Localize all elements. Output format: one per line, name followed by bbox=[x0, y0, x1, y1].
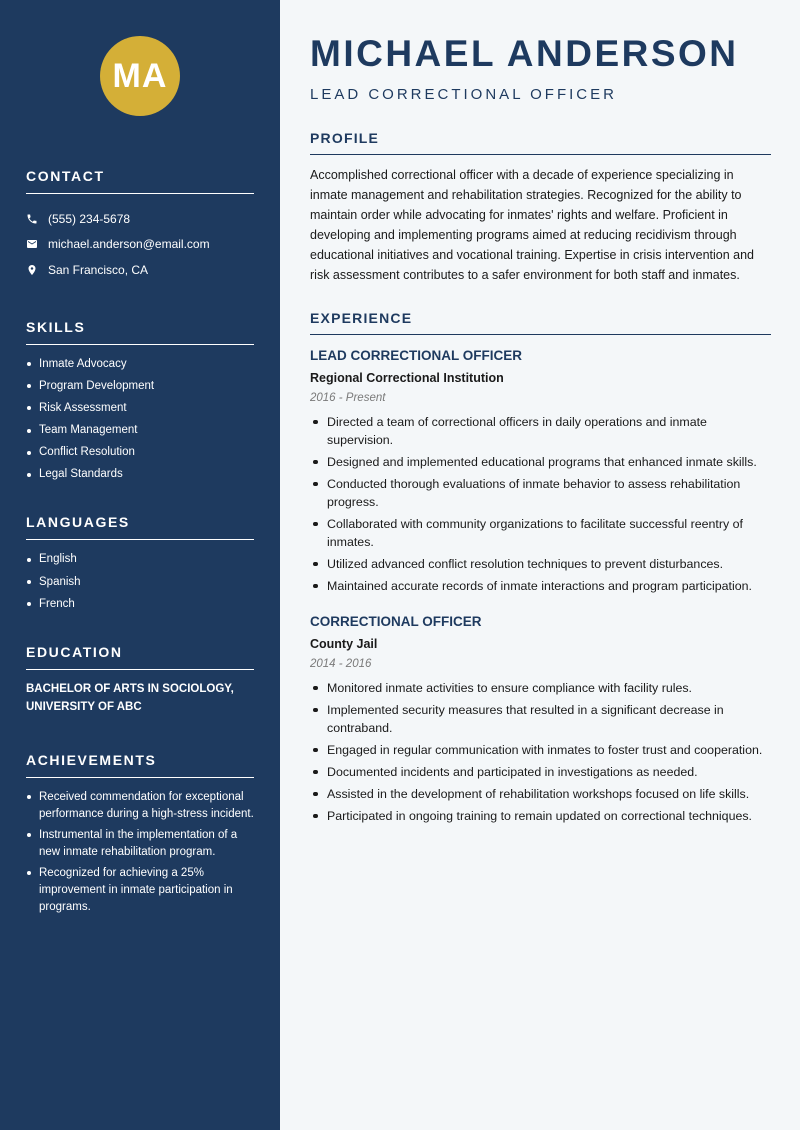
achievements-list bbox=[26, 789, 254, 916]
list-item: Received commendation for exceptional performance during a high-stress incident. bbox=[26, 789, 254, 823]
job-duties bbox=[310, 679, 771, 825]
education-heading: EDUCATION bbox=[26, 644, 254, 670]
job-title: LEAD CORRECTIONAL OFFICER bbox=[310, 347, 522, 363]
achievements-section bbox=[26, 752, 254, 916]
candidate-role: LEAD CORRECTIONAL OFFICER bbox=[310, 86, 617, 103]
profile-heading: PROFILE bbox=[310, 130, 771, 155]
main-content bbox=[280, 0, 800, 1130]
contact-phone bbox=[26, 206, 254, 232]
job-dates: 2014 - 2016 bbox=[310, 657, 372, 670]
job-employer: Regional Correctional Institution bbox=[310, 370, 504, 385]
phone-text: (555) 234-5678 bbox=[48, 211, 131, 226]
phone-icon bbox=[26, 213, 48, 225]
list-item: French bbox=[26, 596, 254, 613]
location-text: San Francisco, CA bbox=[48, 262, 149, 277]
list-item: Assisted in the development of rehabilitation workshops focused on life skills. bbox=[310, 785, 771, 803]
avatar: MA bbox=[100, 36, 180, 116]
list-item: Designed and implemented educational programs that enhanced inmate skills. bbox=[310, 453, 771, 471]
job-entry bbox=[310, 348, 771, 595]
job-employer: County Jail bbox=[310, 636, 378, 651]
list-item: Directed a team of correctional officers in daily operations and inmate supervision. bbox=[310, 413, 771, 449]
job-dates: 2016 - Present bbox=[310, 391, 386, 404]
email-text: michael.anderson@email.com bbox=[48, 237, 210, 252]
candidate-name: MICHAEL ANDERSON bbox=[310, 33, 739, 74]
list-item: Inmate Advocacy bbox=[26, 356, 254, 373]
skills-heading: SKILLS bbox=[26, 319, 254, 345]
list-item: Conflict Resolution bbox=[26, 444, 254, 461]
email-icon bbox=[26, 238, 48, 250]
list-item: Instrumental in the implementation of a new inmate rehabilitation program. bbox=[26, 827, 254, 861]
job-entry bbox=[310, 614, 771, 825]
languages-list bbox=[26, 551, 254, 612]
list-item: Maintained accurate records of inmate interactions and program participation. bbox=[310, 577, 771, 595]
list-item: Risk Assessment bbox=[26, 400, 254, 417]
contact-section bbox=[26, 168, 254, 283]
education-degree: BACHELOR OF ARTS IN SOCIOLOGY, UNIVERSITY OF ABC bbox=[26, 682, 234, 713]
list-item: Legal Standards bbox=[26, 466, 254, 483]
job-title: CORRECTIONAL OFFICER bbox=[310, 613, 482, 629]
list-item: Implemented security measures that resulted in a significant decrease in contraband. bbox=[310, 701, 771, 737]
sidebar bbox=[0, 0, 280, 1130]
list-item: Program Development bbox=[26, 378, 254, 395]
languages-heading: LANGUAGES bbox=[26, 514, 254, 540]
list-item: Collaborated with community organizations to facilitate successful reentry of inmates. bbox=[310, 515, 771, 551]
list-item: Spanish bbox=[26, 574, 254, 591]
list-item: Participated in ongoing training to remain updated on correctional techniques. bbox=[310, 807, 771, 825]
skills-section bbox=[26, 319, 254, 484]
list-item: Engaged in regular communication with inmates to foster trust and cooperation. bbox=[310, 741, 771, 759]
list-item: Team Management bbox=[26, 422, 254, 439]
list-item: Recognized for achieving a 25% improvement in inmate participation in programs. bbox=[26, 865, 254, 916]
profile-text: Accomplished correctional officer with a decade of experience specializing in inmate management and rehabilitation strategies. Recognized for the ability to maintain order while advocating for inmates' rights and welfare. Proficient in developing and implementing programs aimed at reducing recidivism through educational initiatives and vocational training. Expertise in crisis intervention and risk assessment contributes to a safer environment for both staff and inmates. bbox=[310, 168, 755, 283]
experience-section bbox=[310, 310, 771, 825]
languages-section bbox=[26, 514, 254, 612]
list-item: English bbox=[26, 551, 254, 568]
list-item: Utilized advanced conflict resolution techniques to prevent disturbances. bbox=[310, 555, 771, 573]
list-item: Documented incidents and participated in investigations as needed. bbox=[310, 763, 771, 781]
profile-section bbox=[310, 130, 771, 286]
location-pin-icon bbox=[26, 264, 48, 276]
job-duties bbox=[310, 413, 771, 595]
experience-heading: EXPERIENCE bbox=[310, 310, 771, 335]
achievements-heading: ACHIEVEMENTS bbox=[26, 752, 254, 778]
skills-list bbox=[26, 356, 254, 484]
contact-email bbox=[26, 232, 254, 258]
list-item: Monitored inmate activities to ensure compliance with facility rules. bbox=[310, 679, 771, 697]
education-section bbox=[26, 644, 254, 716]
contact-location bbox=[26, 257, 254, 283]
contact-heading: CONTACT bbox=[26, 168, 254, 194]
list-item: Conducted thorough evaluations of inmate behavior to assess rehabilitation progress. bbox=[310, 475, 771, 511]
contact-list bbox=[26, 206, 254, 283]
